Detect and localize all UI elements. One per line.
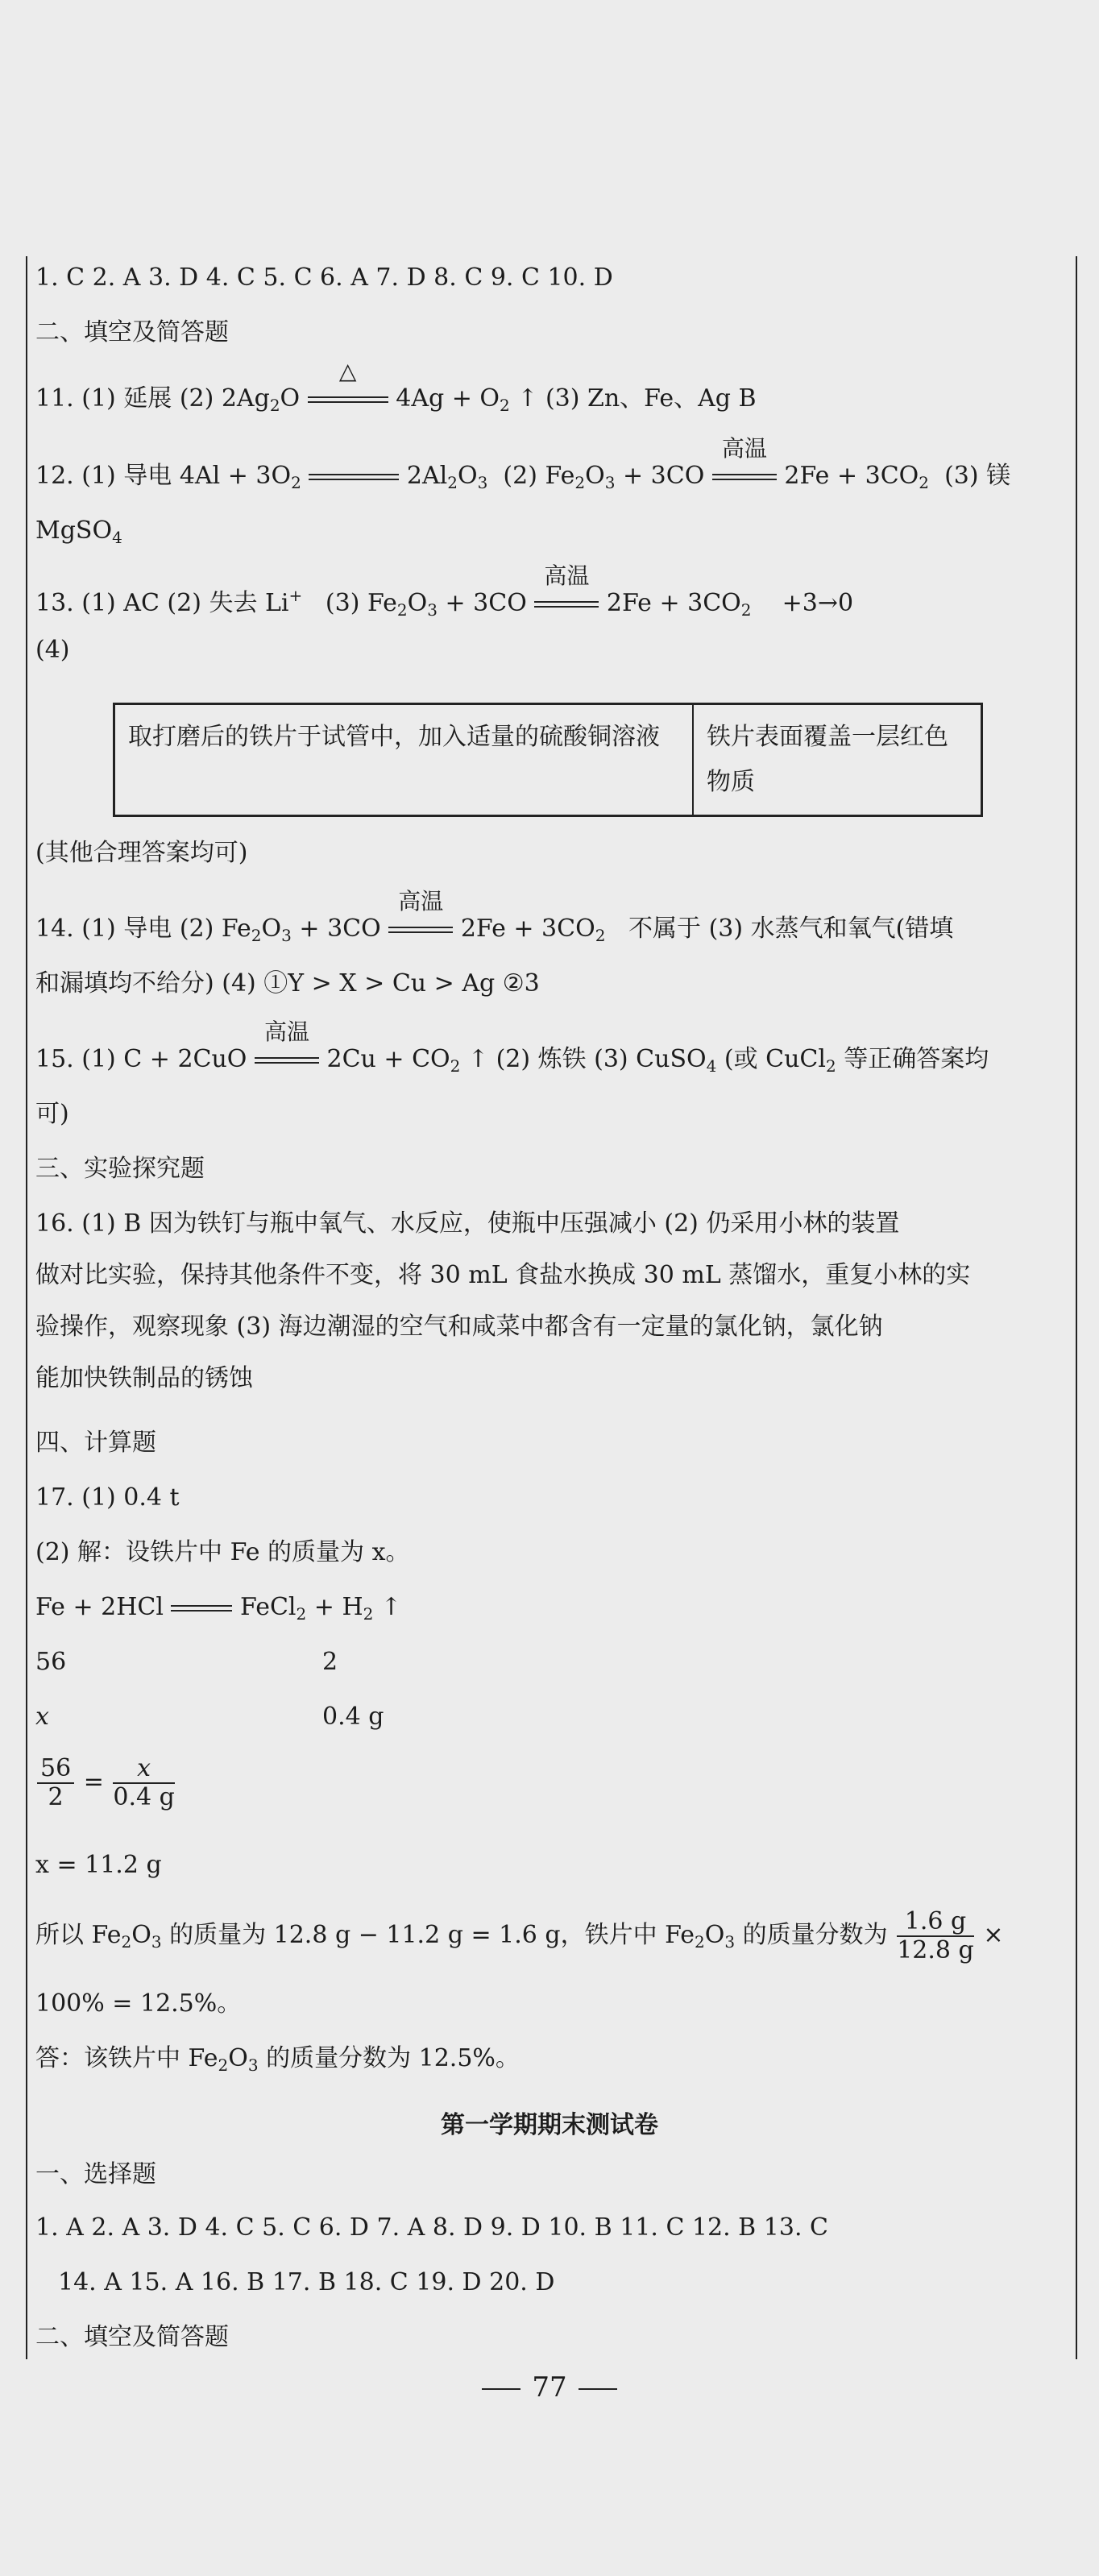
reaction-arrow-high-temp: 高温 bbox=[388, 914, 453, 944]
fraction: $\frac{x}{0.4 g}$ bbox=[113, 1754, 175, 1811]
final-answers-14-20: 14. A 15. A 16. B 17. B 18. C 19. D 20. D bbox=[58, 2268, 555, 2296]
q17-answer: 答：该铁片中 $Fe_2O_3$ 的质量分数为 12.5%。 bbox=[35, 2044, 520, 2075]
table-cell-phenomenon: 铁片表面覆盖一层红色物质 bbox=[707, 723, 948, 796]
table-cell-operation: 取打磨后的铁片于试管中，加入适量的硫酸铜溶液 bbox=[115, 705, 694, 815]
question-14-line2: 和漏填均不给分) (4) ①Y > X > Cu > Ag ②3 bbox=[35, 969, 540, 998]
question-13: 13. (1) AC (2) 失去 Li+ (3) $Fe_2O_3 + 3CO$ 高温 $2Fe + 3CO_2$ +3→0 bbox=[35, 562, 854, 620]
question-17-line2: (2) 解：设铁片中 Fe 的质量为 x。 bbox=[35, 1538, 410, 1566]
q17-equation: Fe + 2HCl FeCl$_2$ + $H_2$ ↑ bbox=[35, 1593, 402, 1624]
section-heading-fill: 二、填空及简答题 bbox=[35, 318, 229, 346]
reaction-arrow bbox=[309, 461, 399, 492]
question-16-line4: 能加快铁制品的锈蚀 bbox=[35, 1364, 253, 1392]
page-number: 77 bbox=[0, 2371, 1099, 2404]
fraction: $\frac{1.6 g}{12.8 g}$ bbox=[897, 1907, 974, 1964]
reaction-arrow bbox=[171, 1592, 232, 1623]
question-15: 15. (1) C + 2CuO 高温 $2Cu + CO_2$ ↑ (2) 炼铁 (3) CuSO$_4$ (或 CuCl$_2$ 等正确答案均 bbox=[35, 1018, 989, 1076]
q17-result: x = 11.2 g bbox=[35, 1851, 162, 1879]
question-12-line2: MgSO$_4$ bbox=[35, 516, 122, 547]
question-17-line1: 17. (1) 0.4 t bbox=[35, 1483, 180, 1512]
q17-percentage: 100% = 12.5%。 bbox=[35, 1989, 242, 2018]
question-14: 14. (1) 导电 (2) $Fe_2O_3 + 3CO$ 高温 $2Fe + 3CO_2$ 不属于 (3) 水蒸气和氧气(错填 bbox=[35, 888, 954, 945]
question-16-line1: 16. (1) B 因为铁钉与瓶中氧气、水反应，使瓶中压强减小 (2) 仍采用小林的装置 bbox=[35, 1209, 900, 1238]
question-13-note: (其他合理答案均可) bbox=[35, 839, 248, 867]
final-answers-1-13: 1. A 2. A 3. D 4. C 5. C 6. D 7. A 8. D 9. D 10. B 11. C 12. B 13. C bbox=[35, 2213, 828, 2242]
reaction-arrow-high-temp: 高温 bbox=[255, 1044, 319, 1075]
right-margin-rule bbox=[1076, 256, 1077, 2359]
left-margin-rule bbox=[26, 256, 27, 2359]
q17-molar-masses: 56 2 bbox=[35, 1648, 338, 1676]
reaction-arrow-high-temp: 高温 bbox=[534, 588, 599, 619]
question-15-line2: 可) bbox=[35, 1100, 69, 1128]
question-13-part4: (4) bbox=[35, 636, 70, 664]
final-exam-title: 第一学期期末测试卷 bbox=[441, 2111, 658, 2139]
reaction-arrow: △ bbox=[308, 384, 388, 414]
question-12: 12. (1) 导电 $4Al + 3O_2$ $2Al_2O_3$ (2) $Fe_2O_3 + 3CO$ 高温 $2Fe + 3CO_2$ (3) 镁 bbox=[35, 435, 1011, 492]
section-heading-calc: 四、计算题 bbox=[35, 1429, 156, 1457]
fraction: $\frac{56}{2}$ bbox=[37, 1755, 74, 1811]
answers-1-10: 1. C 2. A 3. D 4. C 5. C 6. A 7. D 8. C 9. C 10. D bbox=[35, 263, 613, 292]
experiment-table bbox=[113, 703, 983, 817]
question-16-line2: 做对比实验，保持其他条件不变，将 30 mL 食盐水换成 30 mL 蒸馏水，重复小林的实 bbox=[35, 1261, 971, 1289]
final-section-fill: 二、填空及简答题 bbox=[35, 2323, 229, 2351]
final-section-choice: 一、选择题 bbox=[35, 2160, 156, 2188]
q17-mass-fraction: 所以 $Fe_2O_3$ 的质量为 12.8 g − 11.2 g = 1.6 g，铁片中 $Fe_2O_3$ 的质量分数为 $\frac{1.6 g}{12.8 g}$ × bbox=[35, 1907, 1004, 1964]
question-16-line3: 验操作，观察现象 (3) 海边潮湿的空气和咸菜中都含有一定量的氯化钠，氯化钠 bbox=[35, 1313, 883, 1341]
section-heading-experiment: 三、实验探究题 bbox=[35, 1155, 205, 1183]
reaction-arrow-high-temp: 高温 bbox=[712, 461, 777, 492]
q17-proportion: $\frac{56}{2}$ = $\frac{x}{0.4 g}$ bbox=[35, 1755, 1072, 1811]
q17-masses: x 0.4 g bbox=[35, 1703, 384, 1731]
question-11: 11. (1) 延展 (2) $2Ag_2O$ △ $4Ag + O_2$ ↑ (3) Zn、Fe、Ag B bbox=[35, 358, 757, 415]
